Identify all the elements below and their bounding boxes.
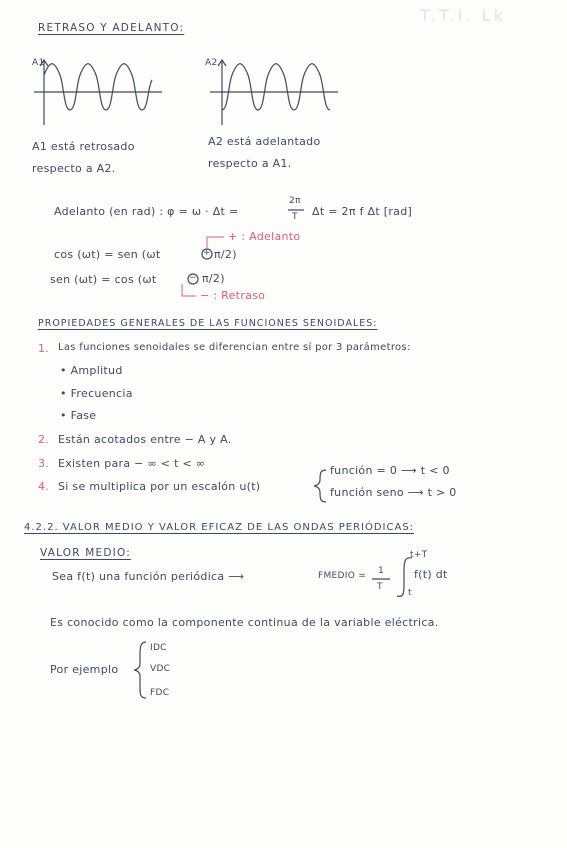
integral-lower-limit: t xyxy=(408,588,412,598)
item3-number: 3. xyxy=(38,457,50,470)
example-fdc: FDC xyxy=(150,688,170,698)
label-a2: A2 xyxy=(205,58,218,68)
cos-tail: π/2) xyxy=(214,248,237,261)
componente-continua-text: Es conocido como la componente continua de la variable eléctrica. xyxy=(50,616,439,629)
case-t-positive: función seno ⟶ t > 0 xyxy=(330,486,457,499)
fraction-numerator: 2π xyxy=(289,196,301,206)
one-over-numerator: 1 xyxy=(378,566,385,576)
fraction-denominator: T xyxy=(292,212,298,222)
item2-number: 2. xyxy=(38,433,50,446)
cos-plus-sign: + xyxy=(203,248,211,258)
bullet-frecuencia: • Frecuencia xyxy=(60,387,133,400)
integral-upper-limit: t+T xyxy=(410,550,428,560)
retraso-connector xyxy=(182,284,196,296)
retraso-note: − : Retraso xyxy=(200,289,266,302)
brace-examples xyxy=(134,642,146,698)
caption-a2-line2: respecto a A1. xyxy=(208,157,292,170)
caption-a2-line1: A2 está adelantado xyxy=(208,135,321,148)
bullet-fase-label: Fase xyxy=(70,409,97,422)
adelanto-formula-right: Δt = 2π f Δt [rad] xyxy=(312,205,413,218)
bullet-amplitud-label: Amplitud xyxy=(70,364,123,377)
adelanto-note: + : Adelanto xyxy=(228,230,301,243)
sen-identity: sen (ωt) = cos (ωt xyxy=(50,273,157,286)
a1-wave xyxy=(44,64,152,110)
sea-line: Sea f(t) una función periódica ⟶ xyxy=(52,570,245,583)
example-vdc: VDC xyxy=(150,664,171,674)
section-title-retraso: RETRASO Y ADELANTO: xyxy=(38,22,185,34)
example-idc: IDC xyxy=(150,643,167,653)
item2-text: Están acotados entre − A y A. xyxy=(58,433,232,446)
integrand: f(t) dt xyxy=(414,568,448,581)
item4-number: 4. xyxy=(38,480,50,493)
item3-text: Existen para − ∞ < t < ∞ xyxy=(58,457,206,470)
wave-a1-graph xyxy=(34,60,162,125)
caption-a1-line2: respecto a A2. xyxy=(32,162,116,175)
case-t-negative: función = 0 ⟶ t < 0 xyxy=(330,464,450,477)
label-a1: A1 xyxy=(32,58,45,68)
caption-a1-line1: A1 está retrosado xyxy=(32,140,135,153)
item1-number: 1. xyxy=(38,342,50,355)
sen-minus-sign: − xyxy=(189,273,197,283)
cos-identity: cos (ωt) = sen (ωt xyxy=(54,248,161,261)
header-code: T.T.I. Lk xyxy=(420,6,506,25)
por-ejemplo: Por ejemplo xyxy=(50,663,119,676)
one-over-denominator: T xyxy=(377,582,383,592)
adelanto-formula-left: Adelanto (en rad) : φ = ω · Δt = xyxy=(54,205,239,218)
a2-wave xyxy=(222,64,330,110)
bullet-amplitud: • Amplitud xyxy=(60,364,123,377)
section-title-valor: 4.2.2. VALOR MEDIO Y VALOR EFICAZ DE LAS ONDAS PERIÓDICAS: xyxy=(24,522,415,533)
bullet-fase: • Fase xyxy=(60,409,97,422)
sen-tail: π/2) xyxy=(202,272,225,285)
brace-escalon xyxy=(314,470,326,502)
section-title-propiedades: PROPIEDADES GENERALES DE LAS FUNCIONES SENOIDALES: xyxy=(38,318,378,329)
fmedio-label: FMEDIO = xyxy=(318,571,367,581)
adelanto-connector xyxy=(207,237,224,248)
item4-text: Si se multiplica por un escalón u(t) xyxy=(58,480,261,493)
subtitle-valor-medio: VALOR MEDIO: xyxy=(40,547,131,559)
wave-a2-graph xyxy=(210,60,338,125)
bullet-frecuencia-label: Frecuencia xyxy=(70,387,133,400)
item1-text: Las funciones senoidales se diferencian entre sí por 3 parámetros: xyxy=(58,342,411,353)
